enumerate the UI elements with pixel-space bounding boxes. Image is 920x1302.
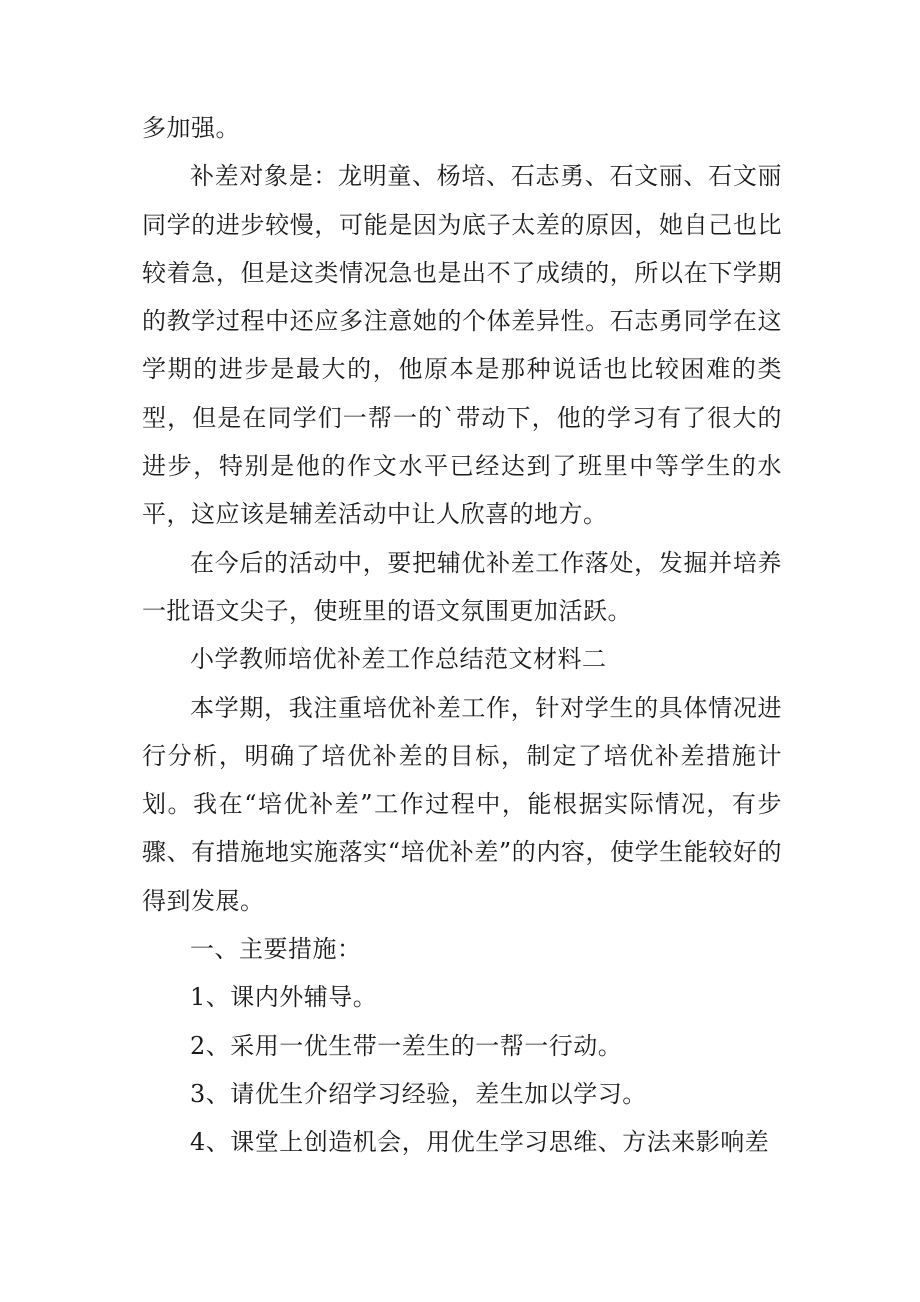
list-item-measure-1: 1、课内外辅导。	[190, 983, 378, 1012]
paragraph-semester-intro: 本学期，我注重培优补差工作，针对学生的具体情况进行分析，明确了培优补差的目标，制定了培优补差措施计划。我在“培优补差”工作过程中，能根据实际情况，有步骤、有措施地实施落实“培优补差”的内容，使学生能较好的得到发展。	[142, 693, 782, 915]
list-item-measure-3: 3、请优生介绍学习经验，差生加以学习。	[190, 1079, 647, 1108]
paragraph-continuation: 多加强。	[142, 114, 240, 142]
section-title: 小学教师培优补差工作总结范文材料二	[190, 645, 607, 674]
section-heading-main-measures: 一、主要措施：	[190, 935, 362, 964]
paragraph-remedial-students: 补差对象是：龙明童、杨培、石志勇、石文丽、石文丽同学的进步较慢，可能是因为底子太差的原因，她自己也比较着急，但是这类情况急也是出不了成绩的，所以在下学期的教学过程中还应多注意她的个体差异性。石志勇同学在这学期的进步是最大的，他原本是那种说话也比较困难的类型，但是在同学们一帮一的`带动下，他的学习有了很大的进步，特别是他的作文水平已经达到了班里中等学生的水平，这应该是辅差活动中让人欣喜的地方。	[142, 162, 782, 529]
list-item-measure-4: 4、课堂上创造机会，用优生学习思维、方法来影响差	[190, 1128, 770, 1157]
paragraph-future-activities: 在今后的活动中，要把辅优补差工作落处，发掘并培养一批语文尖子，使班里的语文氛围更加活跃。	[142, 548, 782, 625]
list-item-measure-2: 2、采用一优生带一差生的一帮一行动。	[190, 1031, 623, 1060]
document-body	[142, 104, 782, 1167]
